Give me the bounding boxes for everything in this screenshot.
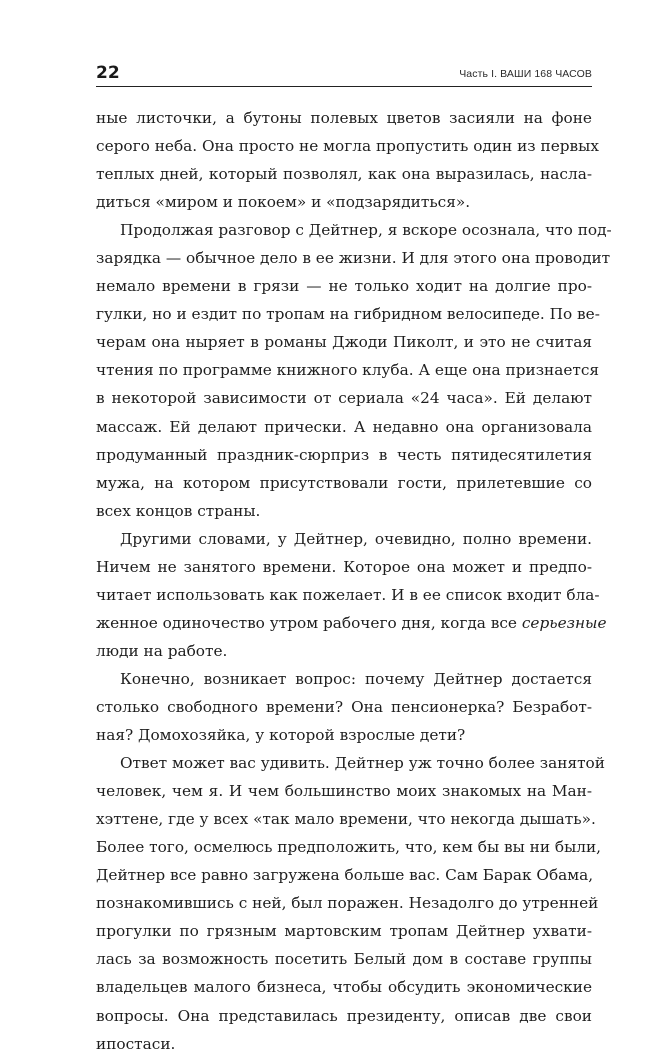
- text-line: хэттене, где у всех «так мало времени, что некогда дышать».: [96, 810, 596, 829]
- body-text: [96, 104, 612, 1058]
- text-line: Конечно, возникает вопрос: почему Дейтнер достается: [120, 669, 592, 688]
- text-line: Более того, осмелюсь предположить, что, кем бы вы ни были,: [96, 838, 602, 857]
- text-line: человек, чем я. И чем большинство моих знакомых на Ман-: [96, 782, 592, 801]
- page-number: 22: [96, 63, 120, 83]
- text-line: люди на работе.: [96, 641, 228, 660]
- text-line: продуманный праздник-сюрприз в честь пятидесятилетия: [96, 445, 592, 464]
- text-line: читает использовать как пожелает. И в ее список входит бла-: [96, 585, 600, 604]
- text-line: ная? Домохозяйка, у которой взрослые дети?: [96, 726, 466, 745]
- text-line: вопросы. Она представилась президенту, описав две свои: [96, 1006, 592, 1025]
- paragraph-1: [96, 104, 599, 216]
- text-line: теплых дней, который позволял, как она выразилась, насла-: [96, 165, 592, 184]
- text-line: зарядка — обычное дело в ее жизни. И для этого она проводит: [96, 249, 611, 268]
- text-line: Дейтнер все равно загружена больше вас. Сам Барак Обама,: [96, 866, 594, 885]
- text-line: Ответ может вас удивить. Дейтнер уж точно более занятой: [120, 754, 605, 773]
- text-line: владельцев малого бизнеса, чтобы обсудить экономические: [96, 978, 592, 997]
- paragraph-5: [96, 749, 605, 1058]
- text-line: ные листочки, а бутоны полевых цветов засияли на фоне: [96, 109, 592, 127]
- text-line: столько свободного времени? Она пенсионерка? Безработ-: [96, 697, 592, 716]
- text-line: мужа, на котором присутствовали гости, прилетевшие со: [96, 473, 592, 492]
- running-head: Часть I. ВАШИ 168 ЧАСОВ: [459, 68, 592, 80]
- text-line: массаж. Ей делают прически. А недавно она организовала: [96, 417, 592, 436]
- text-line: Продолжая разговор с Дейтнер, я вскоре осознала, что под-: [120, 221, 612, 240]
- paragraph-2: [96, 216, 612, 525]
- text-line: прогулки по грязным мартовским тропам Дейтнер ухвати-: [96, 922, 592, 941]
- text-line: чтения по программе книжного клуба. А еще она признается: [96, 361, 600, 380]
- text-line: в некоторой зависимости от сериала «24 часа». Ей делают: [96, 389, 592, 408]
- text-line: Ничем не занятого времени. Которое она может и предпо-: [96, 557, 592, 576]
- text-line: немало времени в грязи — не только ходит на долгие про-: [96, 277, 592, 296]
- text-line: гулки, но и ездит по тропам на гибридном велосипеде. По ве-: [96, 305, 600, 324]
- paragraph-4: [96, 665, 592, 749]
- text-line-with-emphasis: [96, 609, 607, 637]
- text-line: познакомившись с ней, был поражен. Незадолго до утренней: [96, 894, 599, 913]
- page-header: [96, 63, 592, 84]
- text-line: серого неба. Она просто не могла пропустить один из первых: [96, 137, 599, 156]
- italic-word: серьезные: [521, 613, 607, 632]
- text-line: всех концов страны.: [96, 501, 261, 520]
- text-line: лась за возможность посетить Белый дом в составе группы: [96, 950, 592, 969]
- text-fragment: женное одиночество утром рабочего дня, когда все: [96, 613, 522, 632]
- header-rule: [96, 86, 592, 87]
- text-line: Другими словами, у Дейтнер, очевидно, полно времени.: [120, 529, 592, 548]
- paragraph-3: [96, 525, 607, 665]
- text-line: черам она ныряет в романы Джоди Пиколт, и это не считая: [96, 333, 592, 352]
- text-line: диться «миром и покоем» и «подзарядиться».: [96, 193, 471, 212]
- text-line: ипостаси.: [96, 1034, 176, 1053]
